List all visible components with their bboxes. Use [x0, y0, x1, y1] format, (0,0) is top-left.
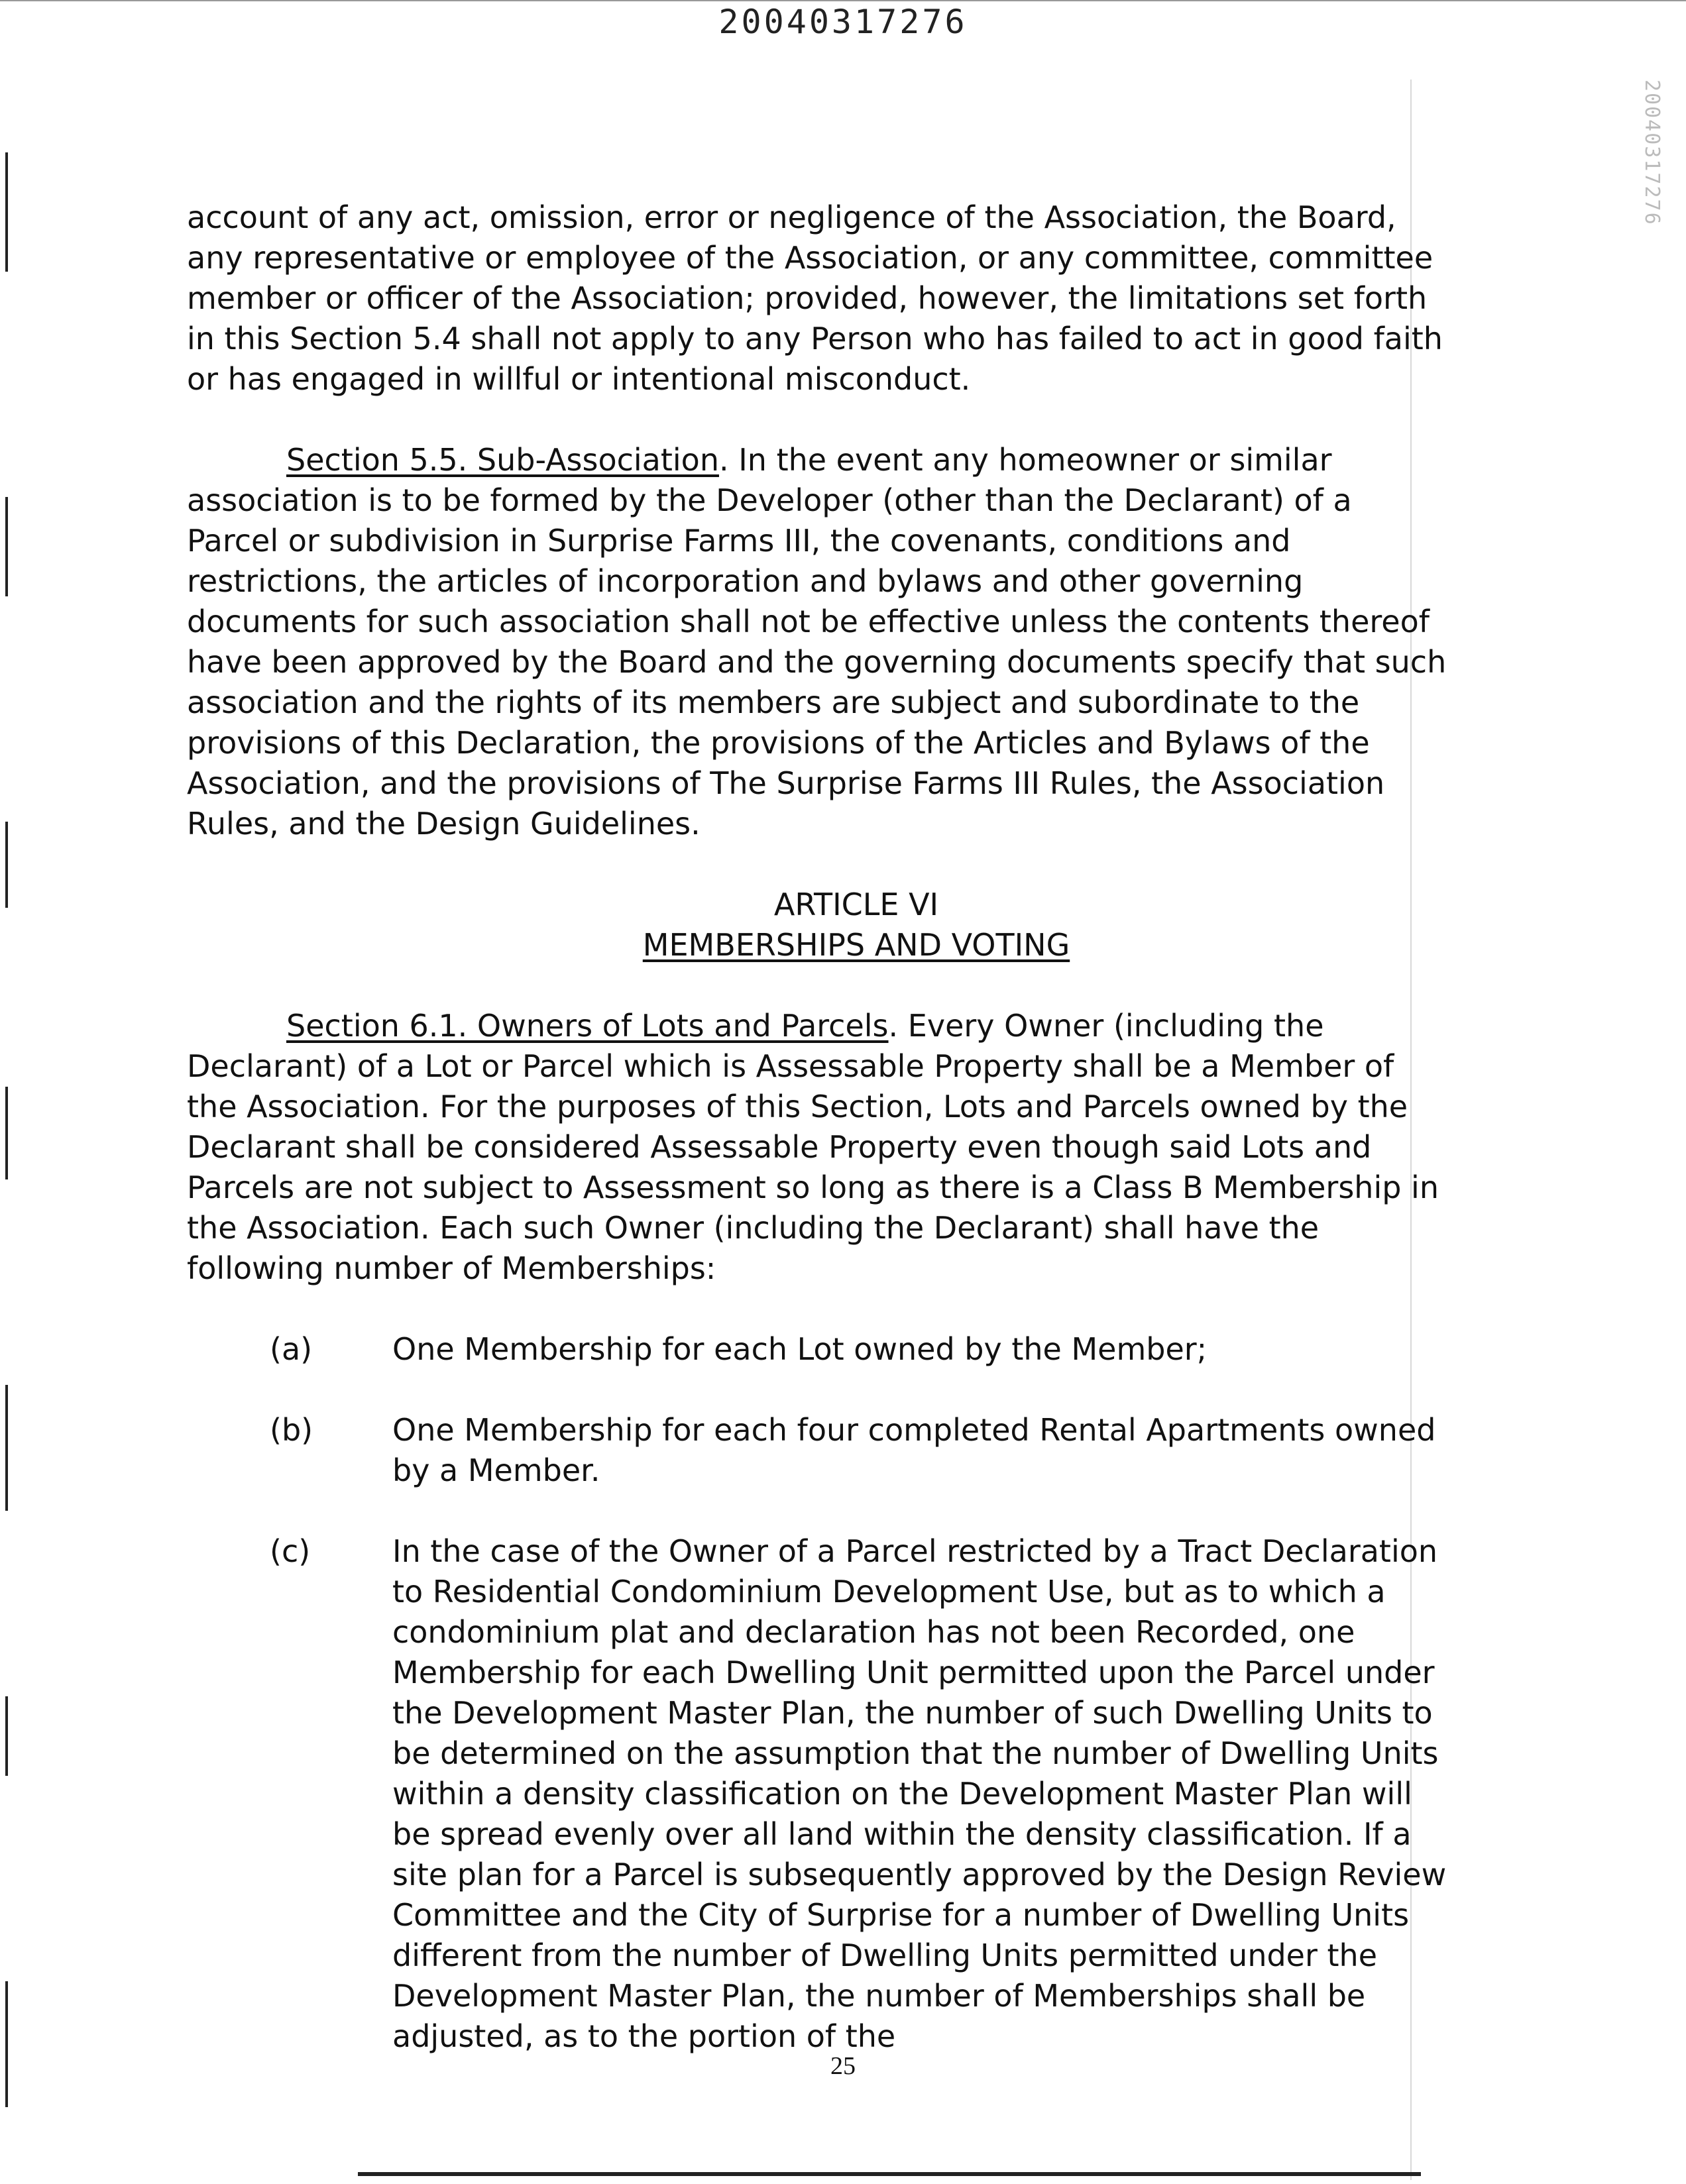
left-scan-edge-mark	[5, 152, 8, 272]
document-body	[187, 197, 1453, 2097]
list-item-label: (c)	[270, 1533, 311, 1569]
list-item-text: One Membership for each Lot owned by the Member;	[392, 1331, 1208, 1367]
article-heading	[187, 885, 1453, 965]
list-item	[187, 1410, 1453, 1491]
list-item-text: One Membership for each four completed Rental Apartments owned by a Member.	[392, 1412, 1436, 1488]
section-5-4-continuation: account of any act, omission, error or negligence of the Association, the Board, any representative or employee of the Association, or any committee, committee member or officer of the Association; provided, however, the limitations set forth in this Section 5.4 shall not apply to any Person who has failed to act in good faith or has engaged in willful or intentional misconduct.	[187, 199, 1443, 397]
page-number: 25	[830, 2052, 856, 2080]
recording-number: 20040317276	[718, 3, 968, 41]
list-item-text: In the case of the Owner of a Parcel restricted by a Tract Declaration to Residential Condominium Development Use, but as to which a condominium plat and declaration has not been Recorded, one Membership for each Dwelling Unit permitted upon the Parcel under the Development Master Plan, the number of such Dwelling Units to be determined on the assumption that the number of Dwelling Units within a density classification on the Development Master Plan will be spread evenly over all land within the density classification. If a site plan for a Parcel is subsequently approved by the Design Review Committee and the City of Surprise for a number of Dwelling Units different from the number of Dwelling Units permitted under the Development Master Plan, the number of Memberships shall be adjusted, as to the portion of the	[392, 1533, 1447, 2054]
bottom-scan-border	[358, 2172, 1421, 2176]
section-5-5-paragraph	[187, 440, 1453, 844]
section-5-5-heading: Section 5.5. Sub-Association	[286, 442, 719, 478]
article-number: ARTICLE VI	[773, 887, 939, 922]
article-title: MEMBERSHIPS AND VOTING	[642, 927, 1070, 963]
section-5-5-text: . In the event any homeowner or similar association is to be formed by the Developer (other than the Declarant) of a Parcel or subdivision in Surprise Farms III, the covenants, conditions and restrictions, the articles of incorporation and bylaws and other governing documents for such association shall not be effective unless the contents thereof have been approved by the Board and the governing documents specify that such association and the rights of its members are subject and subordinate to the provisions of this Declaration, the provisions of the Articles and Bylaws of the Association, and the provisions of The Surprise Farms III Rules, the Association Rules, and the Design Guidelines.	[187, 442, 1447, 842]
list-item	[187, 1329, 1453, 1370]
section-6-1-paragraph	[187, 1006, 1453, 1289]
section-6-1-text: . Every Owner (including the Declarant) of a Lot or Parcel which is Assessable Property shall be a Member of the Association. For the purposes of this Section, Lots and Parcels owned by the Declarant shall be considered Assessable Property even though said Lots and Parcels are not subject to Assessment so long as there is a Class B Membership in the Association. Each such Owner (including the Declarant) shall have the following number of Memberships:	[187, 1008, 1439, 1286]
top-scan-border	[0, 0, 1686, 1]
list-item-label: (b)	[270, 1412, 313, 1448]
left-scan-edge-mark	[5, 1696, 8, 1776]
list-item-label: (a)	[270, 1331, 313, 1367]
section-6-1-heading: Section 6.1. Owners of Lots and Parcels	[286, 1008, 889, 1044]
side-recording-stamp: 20040317276	[1640, 80, 1663, 226]
left-scan-edge-mark	[5, 1087, 8, 1179]
left-scan-edge-mark	[5, 1385, 8, 1511]
left-scan-edge-mark	[5, 497, 8, 596]
left-scan-edge-mark	[5, 822, 8, 908]
list-item	[187, 1531, 1453, 2057]
left-scan-edge-mark	[5, 1981, 8, 2107]
